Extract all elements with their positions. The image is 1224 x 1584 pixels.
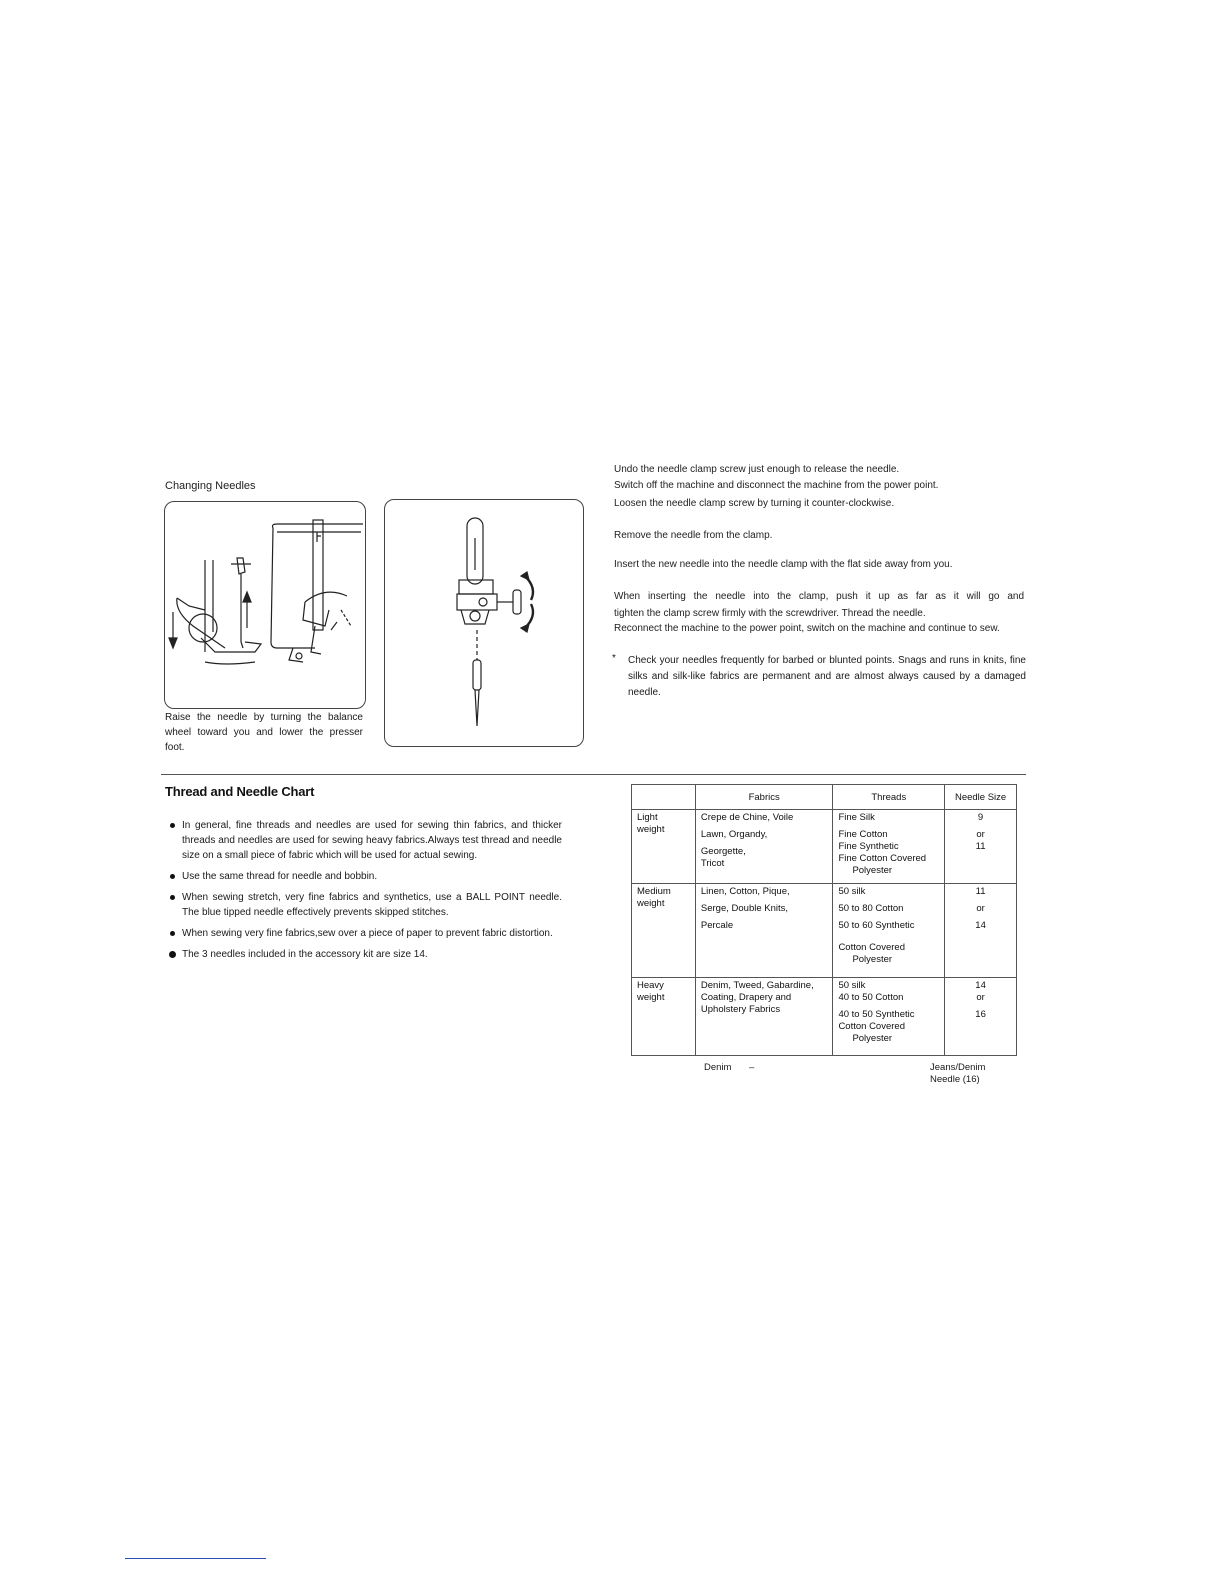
step-tighten-screw: tighten the clamp screw firmly with the screwdriver. Thread the needle. [614, 608, 926, 619]
thread-needle-table [631, 784, 1017, 1056]
step-insert-needle: Insert the new needle into the needle clamp with the flat side away from you. [614, 559, 953, 570]
step-push-up: When inserting the needle into the clamp, push it up as far as it will go and [614, 591, 1024, 602]
footer-dash: – [749, 1062, 755, 1073]
step-switch-off: Switch off the machine and disconnect the machine from the power point. [614, 480, 939, 491]
cell-threads: 50 silk 40 to 50 Cotton 40 to 50 Synthetic Cotton Covered Polyester [833, 978, 945, 1056]
table-row [632, 978, 1017, 1056]
cell-fabrics: Crepe de Chine, Voile Lawn, Organdy, Georgette, Tricot [695, 810, 833, 884]
footnote-rule [125, 1558, 266, 1559]
footer-fabric: Denim [704, 1062, 732, 1073]
table-header-weight [632, 785, 696, 810]
note-check-needles: Check your needles frequently for barbed or blunted points. Snags and runs in knits, fine silks and silk-like fabrics are permanent and are almost always caused by a damaged needle. [628, 655, 1026, 698]
cell-needle-size: 11 or 14 [945, 884, 1017, 978]
needle-clamp-illustration [385, 500, 583, 746]
tip-fine-threads: In general, fine threads and needles are used for sewing thin fabrics, and thicker threads and needles are used for sewing heavy fabrics.Always test thread and needle size on a small piece of fabric which will be used for actual sewing. [166, 818, 562, 863]
cell-weight: Medium weight [632, 884, 696, 978]
cell-needle-size: 14 or 16 [945, 978, 1017, 1056]
footer-needle: Jeans/Denim Needle (16) [930, 1062, 986, 1085]
table-header-threads: Threads [833, 785, 945, 810]
table-header-fabrics: Fabrics [695, 785, 833, 810]
figure-needle-clamp [384, 499, 584, 747]
step-reconnect: Reconnect the machine to the power point, switch on the machine and continue to sew. [614, 623, 1000, 634]
figure-presser-foot [164, 501, 366, 709]
tip-paper: When sewing very fine fabrics,sew over a piece of paper to prevent fabric distortion. [166, 926, 562, 941]
table-header-needle-size: Needle Size [945, 785, 1017, 810]
chart-tips-list [166, 818, 562, 968]
chart-title: Thread and Needle Chart [165, 784, 315, 799]
tip-needle-size: The 3 needles included in the accessory kit are size 14. [166, 947, 562, 962]
table-row [632, 884, 1017, 978]
tip-ball-point: When sewing stretch, very fine fabrics and synthetics, use a BALL POINT needle. The blue tipped needle effectively prevents skipped stitches. [166, 890, 562, 920]
table-row [632, 810, 1017, 884]
cell-threads: 50 silk 50 to 80 Cotton 50 to 60 Synthetic Cotton Covered Polyester [833, 884, 945, 978]
sewing-machine-illustration [165, 502, 365, 708]
table-header-row [632, 785, 1017, 810]
cell-fabrics: Linen, Cotton, Pique, Serge, Double Knits, Percale [695, 884, 833, 978]
cell-threads: Fine Silk Fine Cotton Fine Synthetic Fine Cotton Covered Polyester [833, 810, 945, 884]
note-marker: * [612, 653, 616, 664]
step-undo-screw: Undo the needle clamp screw just enough to release the needle. [614, 464, 900, 475]
tip-same-thread: Use the same thread for needle and bobbin. [166, 869, 562, 884]
cell-fabrics: Denim, Tweed, Gabardine, Coating, Drapery and Upholstery Fabrics [695, 978, 833, 1056]
figure-presser-foot-caption: Raise the needle by turning the balance wheel toward you and lower the presser foot. [165, 712, 363, 753]
step-loosen-screw: Loosen the needle clamp screw by turning it counter-clockwise. [614, 498, 895, 509]
cell-needle-size: 9 or 11 [945, 810, 1017, 884]
section-heading-changing-needles: Changing Needles [165, 480, 256, 492]
cell-weight: Light weight [632, 810, 696, 884]
section-divider [161, 774, 1026, 775]
step-remove-needle: Remove the needle from the clamp. [614, 530, 773, 541]
cell-weight: Heavy weight [632, 978, 696, 1056]
